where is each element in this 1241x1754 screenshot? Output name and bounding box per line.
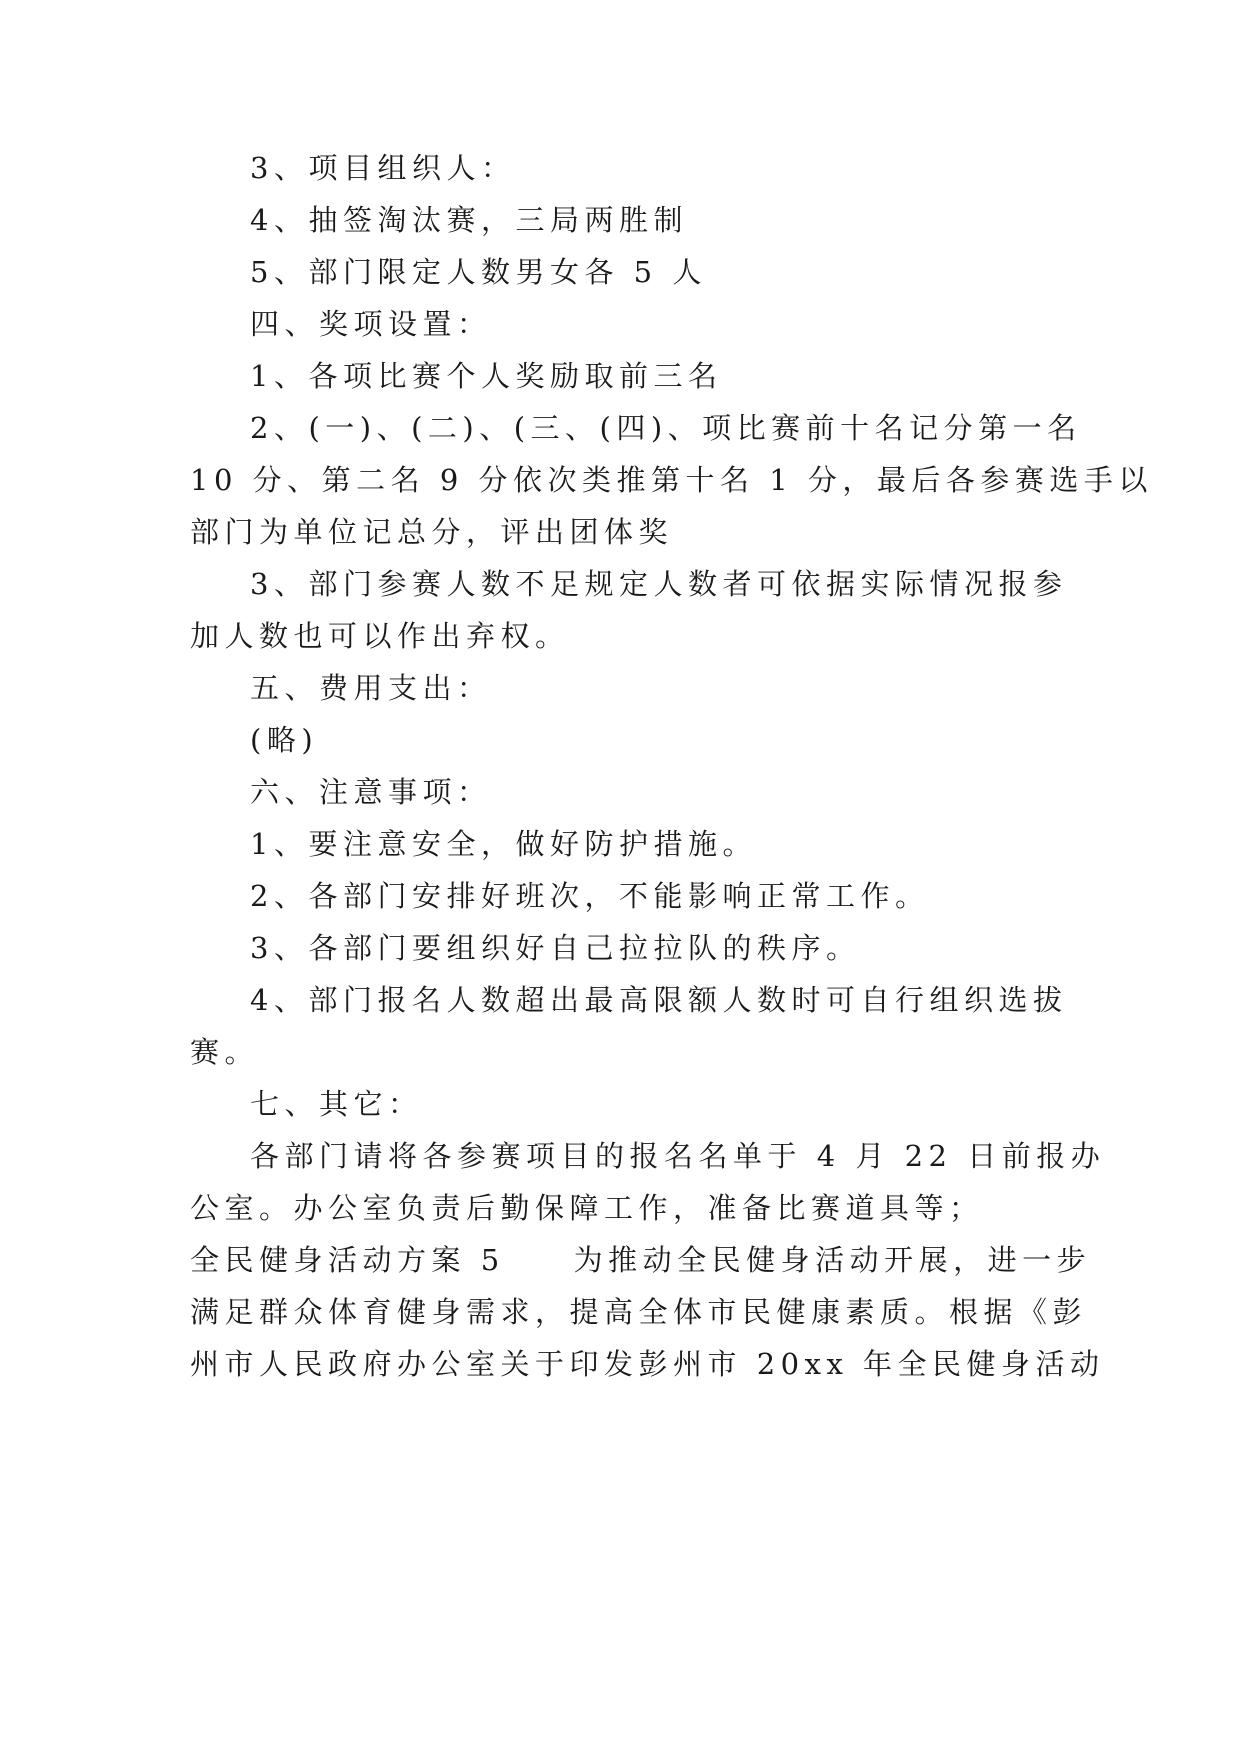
text-line: 1、各项比赛个人奖励取前三名: [250, 359, 723, 393]
text-line: 1、要注意安全，做好防护措施。: [250, 827, 757, 861]
text-line: 部门为单位记总分，评出团体奖: [190, 515, 674, 549]
text-line: 3、部门参赛人数不足规定人数者可依据实际情况报参: [250, 567, 1068, 601]
text-line: 全民健身活动方案 5 为推动全民健身活动开展，进一步: [190, 1243, 1092, 1277]
text-line: 赛。: [190, 1035, 260, 1069]
text-line: 10 分、第二名 9 分依次类推第十名 1 分，最后各参赛选手以: [190, 463, 1153, 497]
text-line: 2、各部门安排好班次，不能影响正常工作。: [250, 879, 930, 913]
text-line: 公室。办公室负责后勤保障工作，准备比赛道具等；: [190, 1191, 984, 1225]
text-line: 3、各部门要组织好自己拉拉队的秩序。: [250, 931, 861, 965]
text-line: 满足群众体育健身需求，提高全体市民健康素质。根据《彭: [190, 1295, 1088, 1329]
section-heading: 六、注意事项：: [250, 775, 492, 809]
section-heading: 七、其它：: [250, 1087, 423, 1121]
text-line: 4、抽签淘汰赛，三局两胜制: [250, 203, 688, 237]
text-line: 2、(一)、(二)、(三、(四)、项比赛前十名记分第一名: [250, 411, 1082, 445]
text-line: 州市人民政府办公室关于印发彭州市 20xx 年全民健身活动: [190, 1347, 1105, 1381]
text-line: 各部门请将各参赛项目的报名名单于 4 月 22 日前报办: [250, 1139, 1106, 1173]
section-heading: 四、奖项设置：: [250, 307, 492, 341]
text-line: 加人数也可以作出弃权。: [190, 619, 570, 653]
text-line: (略): [250, 723, 319, 757]
text-line: 5、部门限定人数男女各 5 人: [250, 255, 707, 289]
section-heading: 五、费用支出：: [250, 671, 492, 705]
text-line: 4、部门报名人数超出最高限额人数时可自行组织选拔: [250, 983, 1068, 1017]
text-line: 3、项目组织人：: [250, 151, 516, 185]
